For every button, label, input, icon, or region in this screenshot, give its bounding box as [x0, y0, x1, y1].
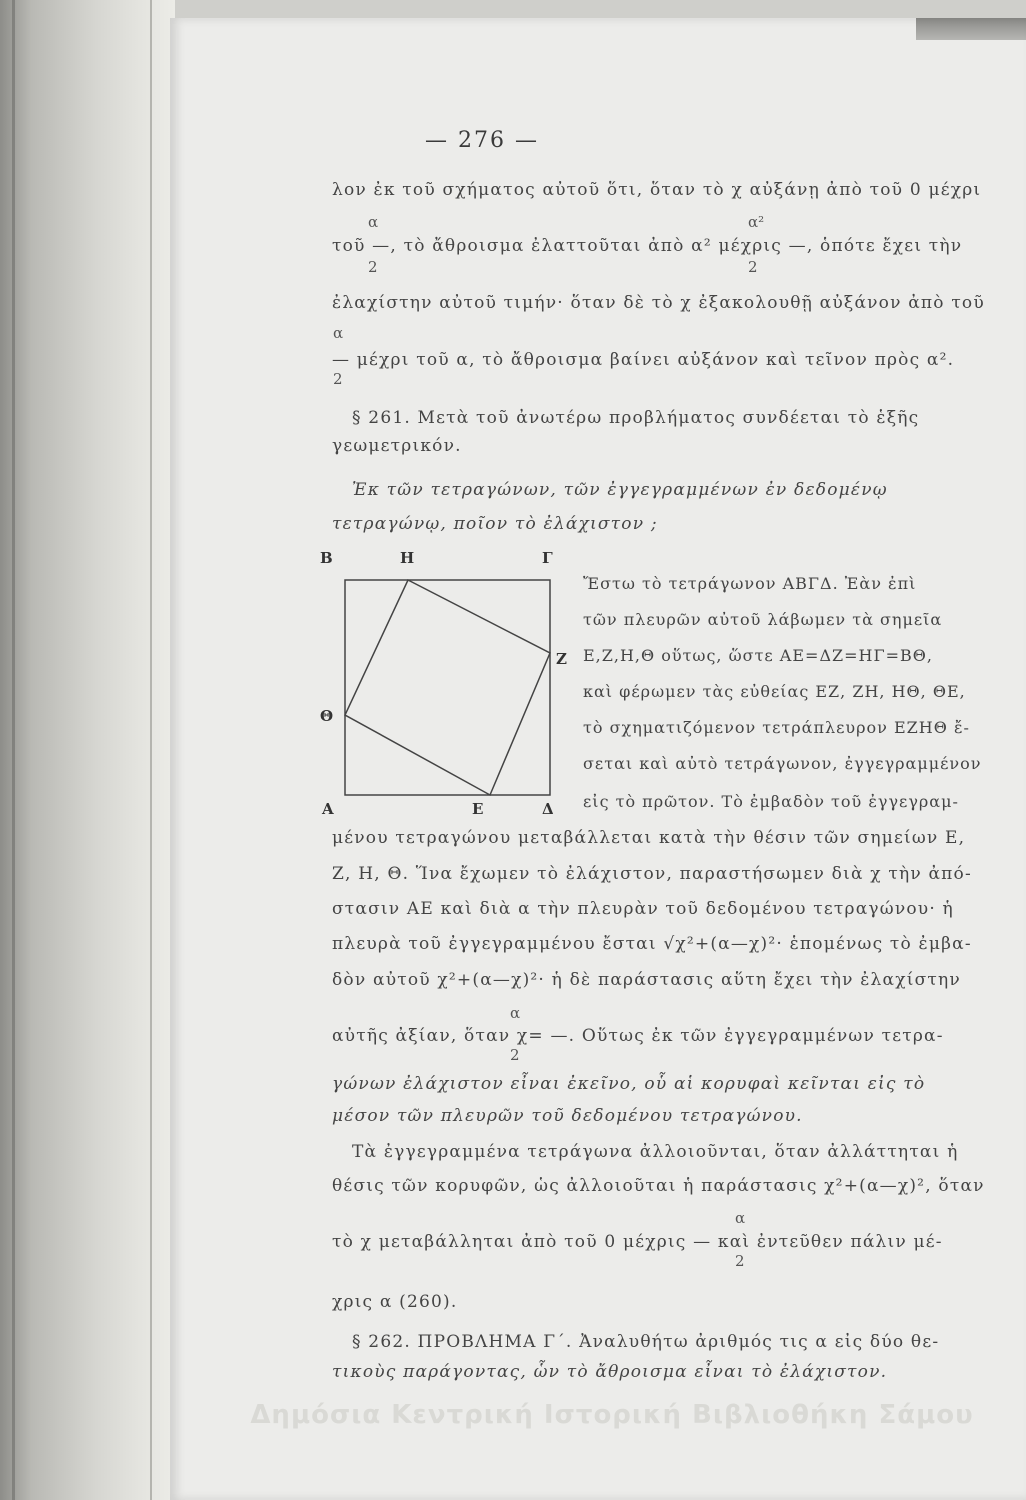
fraction-denominator: 2: [748, 258, 758, 276]
wrapped-line: Ε,Ζ,Η,Θ οὕτως, ὥστε ΑΕ=ΔΖ=ΗΓ=ΒΘ,: [583, 646, 933, 665]
problem-statement: Ἐκ τῶν τετραγώνων, τῶν ἐγγεγραμμένων ἐν δεδομένῳ: [352, 480, 888, 500]
page-number: — 276 —: [425, 128, 539, 153]
fraction-denominator: 2: [368, 258, 378, 276]
text-line: στασιν ΑΕ καὶ διὰ α τὴν πλευρὰν τοῦ δεδομένου τετραγώνου· ἡ: [332, 899, 954, 919]
text-line: Τὰ ἐγγεγραμμένα τετράγωνα ἀλλοιοῦνται, ὅταν ἀλλάττηται ἡ: [352, 1142, 959, 1162]
fraction-numerator: α: [510, 1004, 521, 1022]
text-line: — μέχρι τοῦ α, τὸ ἄθροισμα βαίνει αὐξάνον καὶ τεῖνον πρὸς α².: [332, 350, 955, 370]
fraction-numerator: α²: [748, 213, 765, 231]
fraction-numerator: α: [333, 324, 344, 342]
text-line: τοῦ —, τὸ ἄθροισμα ἐλαττοῦται ἀπὸ α² μέχρις —, ὁπότε ἔχει τὴν: [332, 236, 963, 256]
wrapped-line: εἰς τὸ πρῶτον. Τὸ ἐμβαδὸν τοῦ ἐγγεγραμ-: [583, 792, 959, 811]
section-262-line: τικοὺς παράγοντας, ὧν τὸ ἄθροισμα εἶναι τὸ ἐλάχιστον.: [332, 1362, 888, 1382]
wrapped-line: σεται καὶ αὐτὸ τετράγωνον, ἐγγεγραμμένον: [583, 754, 982, 773]
text-line: ἐλαχίστην αὐτοῦ τιμήν· ὅταν δὲ τὸ χ ἐξακολουθῇ αὐξάνον ἀπὸ τοῦ: [332, 293, 985, 313]
problem-statement: τετραγώνῳ, ποῖον τὸ ἐλάχιστον ;: [332, 514, 658, 534]
wrapped-line: τῶν πλευρῶν αὐτοῦ λάβωμεν τὰ σημεῖα: [583, 610, 943, 629]
text-line: θέσις τῶν κορυφῶν, ὡς ἀλλοιοῦται ἡ παράστασις χ²+(α—χ)², ὅταν: [332, 1176, 985, 1196]
fraction-denominator: 2: [510, 1046, 520, 1064]
text-line: μένου τετραγώνου μεταβάλλεται κατὰ τὴν θέσιν τῶν σημείων Ε,: [332, 828, 966, 848]
outer-square: [345, 580, 550, 795]
inscribed-square-diagram: [320, 555, 580, 825]
wrapped-line: Ἔστω τὸ τετράγωνον ΑΒΓΔ. Ἐὰν ἐπὶ: [583, 574, 917, 593]
fraction-denominator: 2: [333, 370, 343, 388]
inscribed-square: [345, 580, 550, 795]
wrapped-line: τὸ σχηματιζόμενον τετράπλευρον ΕΖΗΘ ἔ-: [583, 718, 970, 737]
label-H: Η: [400, 549, 415, 567]
book-gutter: [0, 0, 175, 1500]
text-line: τὸ χ μεταβάλληται ἀπὸ τοῦ 0 μέχρις — καὶ ἐντεῦθεν πάλιν μέ-: [332, 1232, 943, 1252]
label-G: Γ: [542, 549, 553, 567]
section-261-line: γεωμετρικόν.: [332, 436, 462, 456]
text-line: λον ἐκ τοῦ σχήματος αὐτοῦ ὅτι, ὅταν τὸ χ αὐξάνῃ ἀπὸ τοῦ 0 μέχρι: [332, 180, 982, 200]
fraction-numerator: α: [735, 1209, 746, 1227]
italic-conclusion: μέσον τῶν πλευρῶν τοῦ δεδομένου τετραγώνου.: [332, 1106, 803, 1126]
label-Z: Ζ: [556, 650, 567, 668]
text-line: Ζ, Η, Θ. Ἵνα ἔχωμεν τὸ ἐλάχιστον, παραστήσωμεν διὰ χ τὴν ἀπό-: [332, 864, 972, 884]
page-corner-shadow: [916, 18, 1026, 40]
wrapped-line: καὶ φέρωμεν τὰς εὐθείας ΕΖ, ΖΗ, ΗΘ, ΘΕ,: [583, 682, 966, 701]
fraction-numerator: α: [368, 213, 379, 231]
library-watermark: Δημόσια Κεντρική Ιστορική Βιβλιοθήκη Σάμου: [250, 1400, 974, 1430]
text-line: δὸν αὐτοῦ χ²+(α—χ)²· ἡ δὲ παράστασις αὕτη ἔχει τὴν ἐλαχίστην: [332, 970, 961, 990]
text-line: χρις α (260).: [332, 1292, 458, 1312]
geometry-figure: [320, 549, 580, 825]
section-262-line: § 262. ΠΡΟΒΛΗΜΑ Γ΄. Ἀναλυθήτω ἀριθμός τις α εἰς δύο θε-: [352, 1332, 940, 1352]
section-261-line: § 261. Μετὰ τοῦ ἀνωτέρω προβλήματος συνδέεται τὸ ἑξῆς: [352, 408, 920, 428]
text-line: αὐτῆς ἀξίαν, ὅταν χ= —. Οὕτως ἐκ τῶν ἐγγεγραμμένων τετρα-: [332, 1026, 944, 1046]
label-B: Β: [320, 549, 333, 567]
label-Th: Θ: [320, 707, 334, 725]
text-line: πλευρὰ τοῦ ἐγγεγραμμένου ἔσται √χ²+(α—χ)²· ἑπομένως τὸ ἐμβα-: [332, 934, 972, 954]
label-D: Δ: [542, 800, 554, 818]
label-E: Ε: [472, 800, 484, 818]
label-A: Α: [322, 800, 334, 818]
italic-conclusion: γώνων ἐλάχιστον εἶναι ἐκεῖνο, οὗ αἱ κορυφαὶ κεῖνται εἰς τὸ: [332, 1074, 926, 1094]
fraction-denominator: 2: [735, 1252, 745, 1270]
